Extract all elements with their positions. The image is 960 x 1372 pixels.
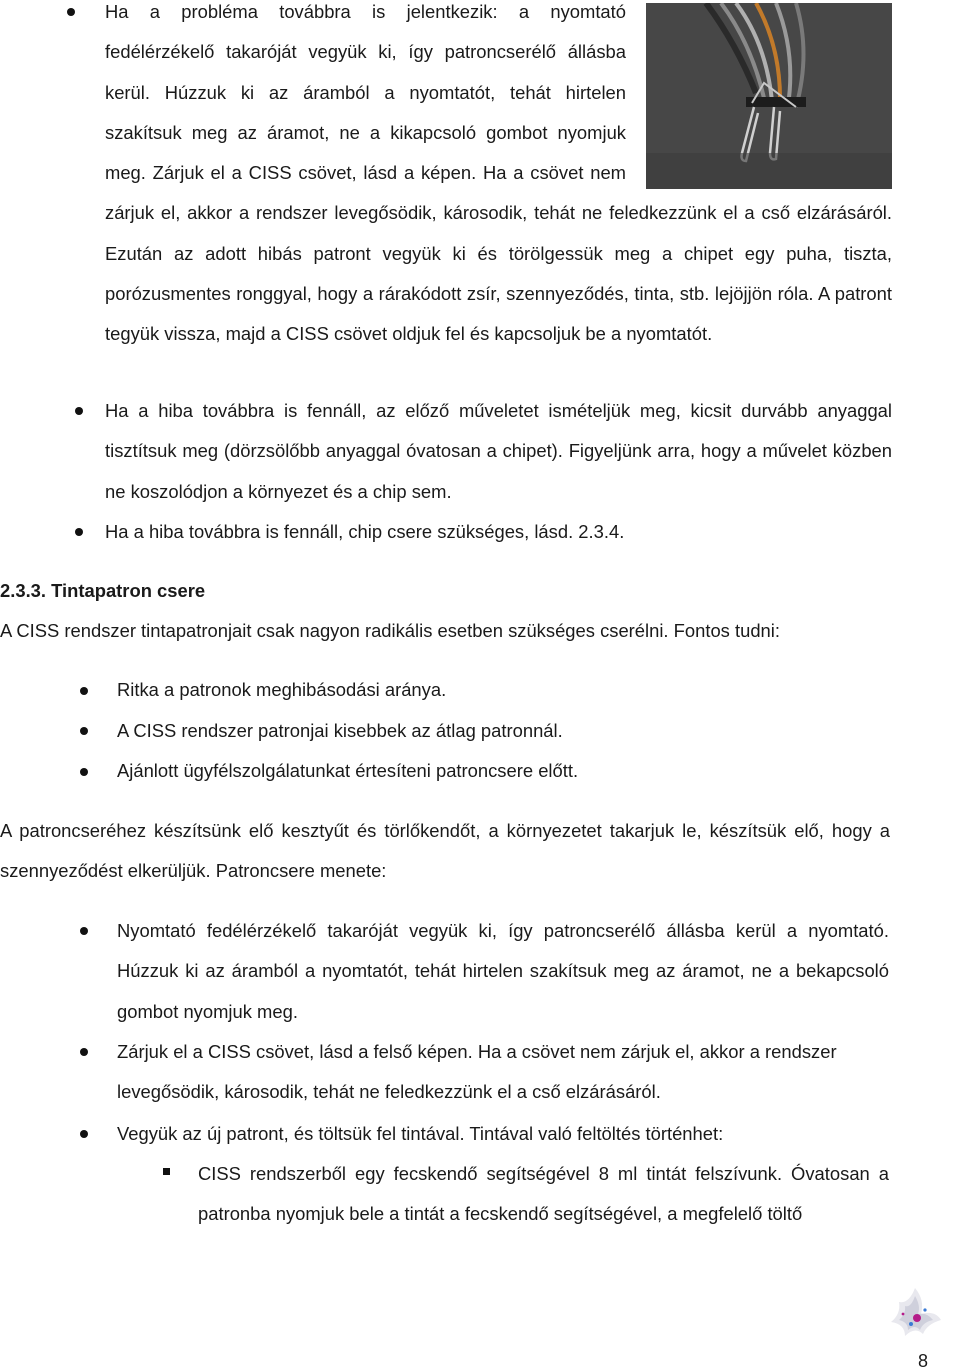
paragraph-problem-persists-text: Ha a probléma továbbra is jelentkezik: a nyomtató fedélérzékelő takaróját vegyük ki, így patroncserélő állásba kerül. Húzzuk ki az áramból a nyomtatót, tehát hirtelen szakítsuk meg az áramot, ne a kikapcsoló gombot nyomjuk meg. Zárjuk el a CISS csövet, lásd a képen. Ha a csövet nem zárjuk el, akkor a rendszer levegősödik, károsodik, tehát ne feledkezzünk el a cső elzárásáról. Ezután az adott hibás patront vegyük ki és törölgessük meg a chipet egy puha, tiszta, porózusmentes ronggyal, hogy a rárakódott zsír, szennyeződés, tinta, stb. lejöjjön róla. A patront tegyük vissza, majd a CISS csövet oldjuk fel és kapcsoljuk be a nyomtatót.	[105, 1, 892, 345]
bullet-dot	[80, 1130, 88, 1138]
bullet-dot	[80, 687, 88, 695]
paragraph-repeat-cleaning: Ha a hiba továbbra is fennáll, az előző műveletet ismételjük meg, kicsit durvább anyaggal tisztítsuk meg (dörzsölőbb anyaggal óvatosan a chipet). Figyeljünk arra, hogy a művelet közben ne koszolódjon a környezet és a chip sem.	[105, 400, 892, 502]
company-logo	[875, 1280, 955, 1352]
bullet-dot	[67, 8, 75, 16]
bullet-dot	[80, 927, 88, 935]
sub-step-item: CISS rendszerből egy fecskendő segítségével 8 ml tintát felszívunk. Óvatosan a patronba nyomjuk bele a tintát a fecskendő segítségével, a megfelelő töltő	[198, 1163, 889, 1225]
square-bullet	[163, 1168, 170, 1175]
paragraph-problem-persists	[105, 0, 892, 355]
fact-item: A CISS rendszer patronjai kisebbek az átlag patronnál.	[117, 720, 563, 741]
bullet-dot	[80, 1048, 88, 1056]
intro-paragraph: A CISS rendszer tintapatronjait csak nagyon radikális esetben szükséges cserélni. Fontos tudni:	[0, 620, 780, 641]
step-item: Nyomtató fedélérzékelő takaróját vegyük ki, így patroncserélő állásba kerül a nyomtató. Húzzuk ki az áramból a nyomtatót, tehát hirtelen szakítsuk meg az áramot, ne a bekapcsoló gombot nyomjuk meg.	[117, 920, 889, 1022]
step-item: Vegyük az új patront, és töltsük fel tintával. Tintával való feltöltés történhet:	[117, 1123, 724, 1144]
fact-item: Ritka a patronok meghibásodási aránya.	[117, 679, 447, 700]
photo-wrap-spacer	[626, 0, 892, 178]
step-item: Zárjuk el a CISS csövet, lásd a felső képen. Ha a csövet nem zárjuk el, akkor a rendszer levegősödik, károsodik, tehát ne feledkezzünk el a cső elzárásáról.	[117, 1041, 837, 1103]
bullet-dot	[80, 768, 88, 776]
page-number: 8	[918, 1351, 929, 1371]
bullet-dot	[80, 727, 88, 735]
prep-paragraph: A patroncseréhez készítsünk elő kesztyűt és törlőkendőt, a környezetet takarjuk le, készítsük elő, hogy a szennyeződést elkerüljük. Patroncsere menete:	[0, 820, 890, 882]
section-heading: 2.3.3. Tintapatron csere	[0, 580, 206, 601]
paragraph-chip-replace: Ha a hiba továbbra is fennáll, chip csere szükséges, lásd. 2.3.4.	[105, 521, 625, 542]
fact-item: Ajánlott ügyfélszolgálatunkat értesíteni patroncsere előtt.	[117, 760, 579, 781]
bullet-dot	[75, 528, 83, 536]
bullet-dot	[75, 407, 83, 415]
